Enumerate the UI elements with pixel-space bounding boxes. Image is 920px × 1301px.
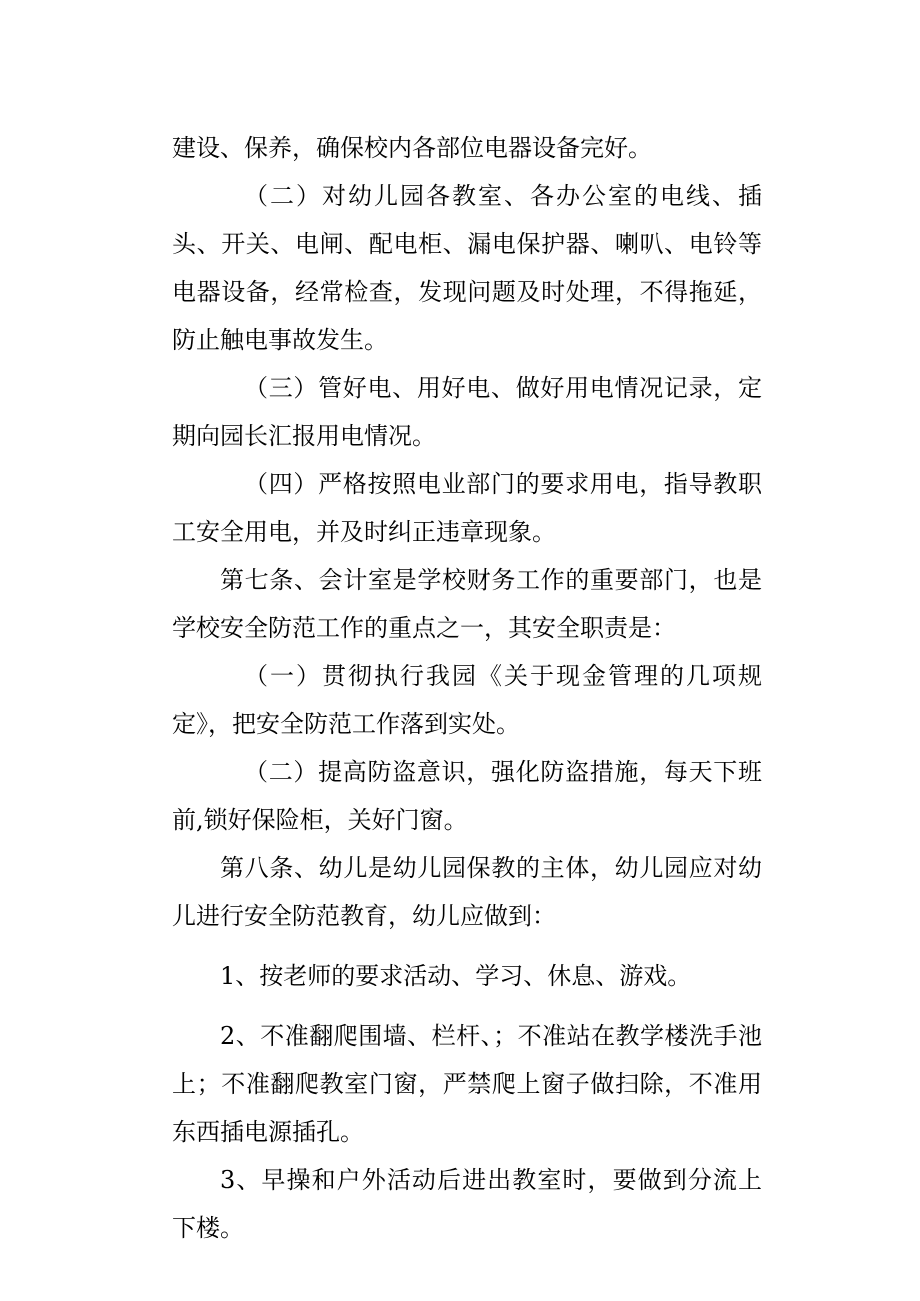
- paragraph-item-2: （二）对幼儿园各教室、各办公室的电线、插头、开关、电闸、配电柜、漏电保护器、喇叭、电铃等电器设备，经常检查，发现问题及时处理，不得拖延，防止触电事故发生。: [172, 182, 762, 354]
- paragraph-rule-3: 3、早操和户外活动后进出教室时，要做到分流上下楼。: [172, 1166, 762, 1242]
- paragraph-article-7-item-1: （一）贯彻执行我园《关于现金管理的几项规定》，把安全防范工作落到实处。: [172, 662, 762, 738]
- paragraph-article-7: 第七条、会计室是学校财务工作的重要部门，也是学校安全防范工作的重点之一，其安全职责是：: [172, 566, 762, 642]
- paragraph-article-7-item-2: （二）提高防盗意识，强化防盗措施，每天下班前,锁好保险柜，关好门窗。: [172, 758, 762, 834]
- document-body: [172, 124, 762, 1252]
- paragraph-continuation: 建设、保养，确保校内各部位电器设备完好。: [172, 134, 652, 162]
- paragraph-item-4: （四）严格按照电业部门的要求用电，指导教职工安全用电，并及时纠正违章现象。: [172, 470, 762, 546]
- paragraph-article-8: 第八条、幼儿是幼儿园保教的主体，幼儿园应对幼儿进行安全防范教育，幼儿应做到：: [172, 854, 762, 930]
- paragraph-item-3: （三）管好电、用好电、做好用电情况记录，定期向园长汇报用电情况。: [172, 374, 762, 450]
- paragraph-rule-1: 1、按老师的要求活动、学习、休息、游戏。: [220, 962, 692, 990]
- paragraph-rule-2: 2、不准翻爬围墙、栏杆、；不准站在教学楼洗手池上；不准翻爬教室门窗，严禁爬上窗子做扫除，不准用东西插电源插孔。: [172, 1022, 762, 1146]
